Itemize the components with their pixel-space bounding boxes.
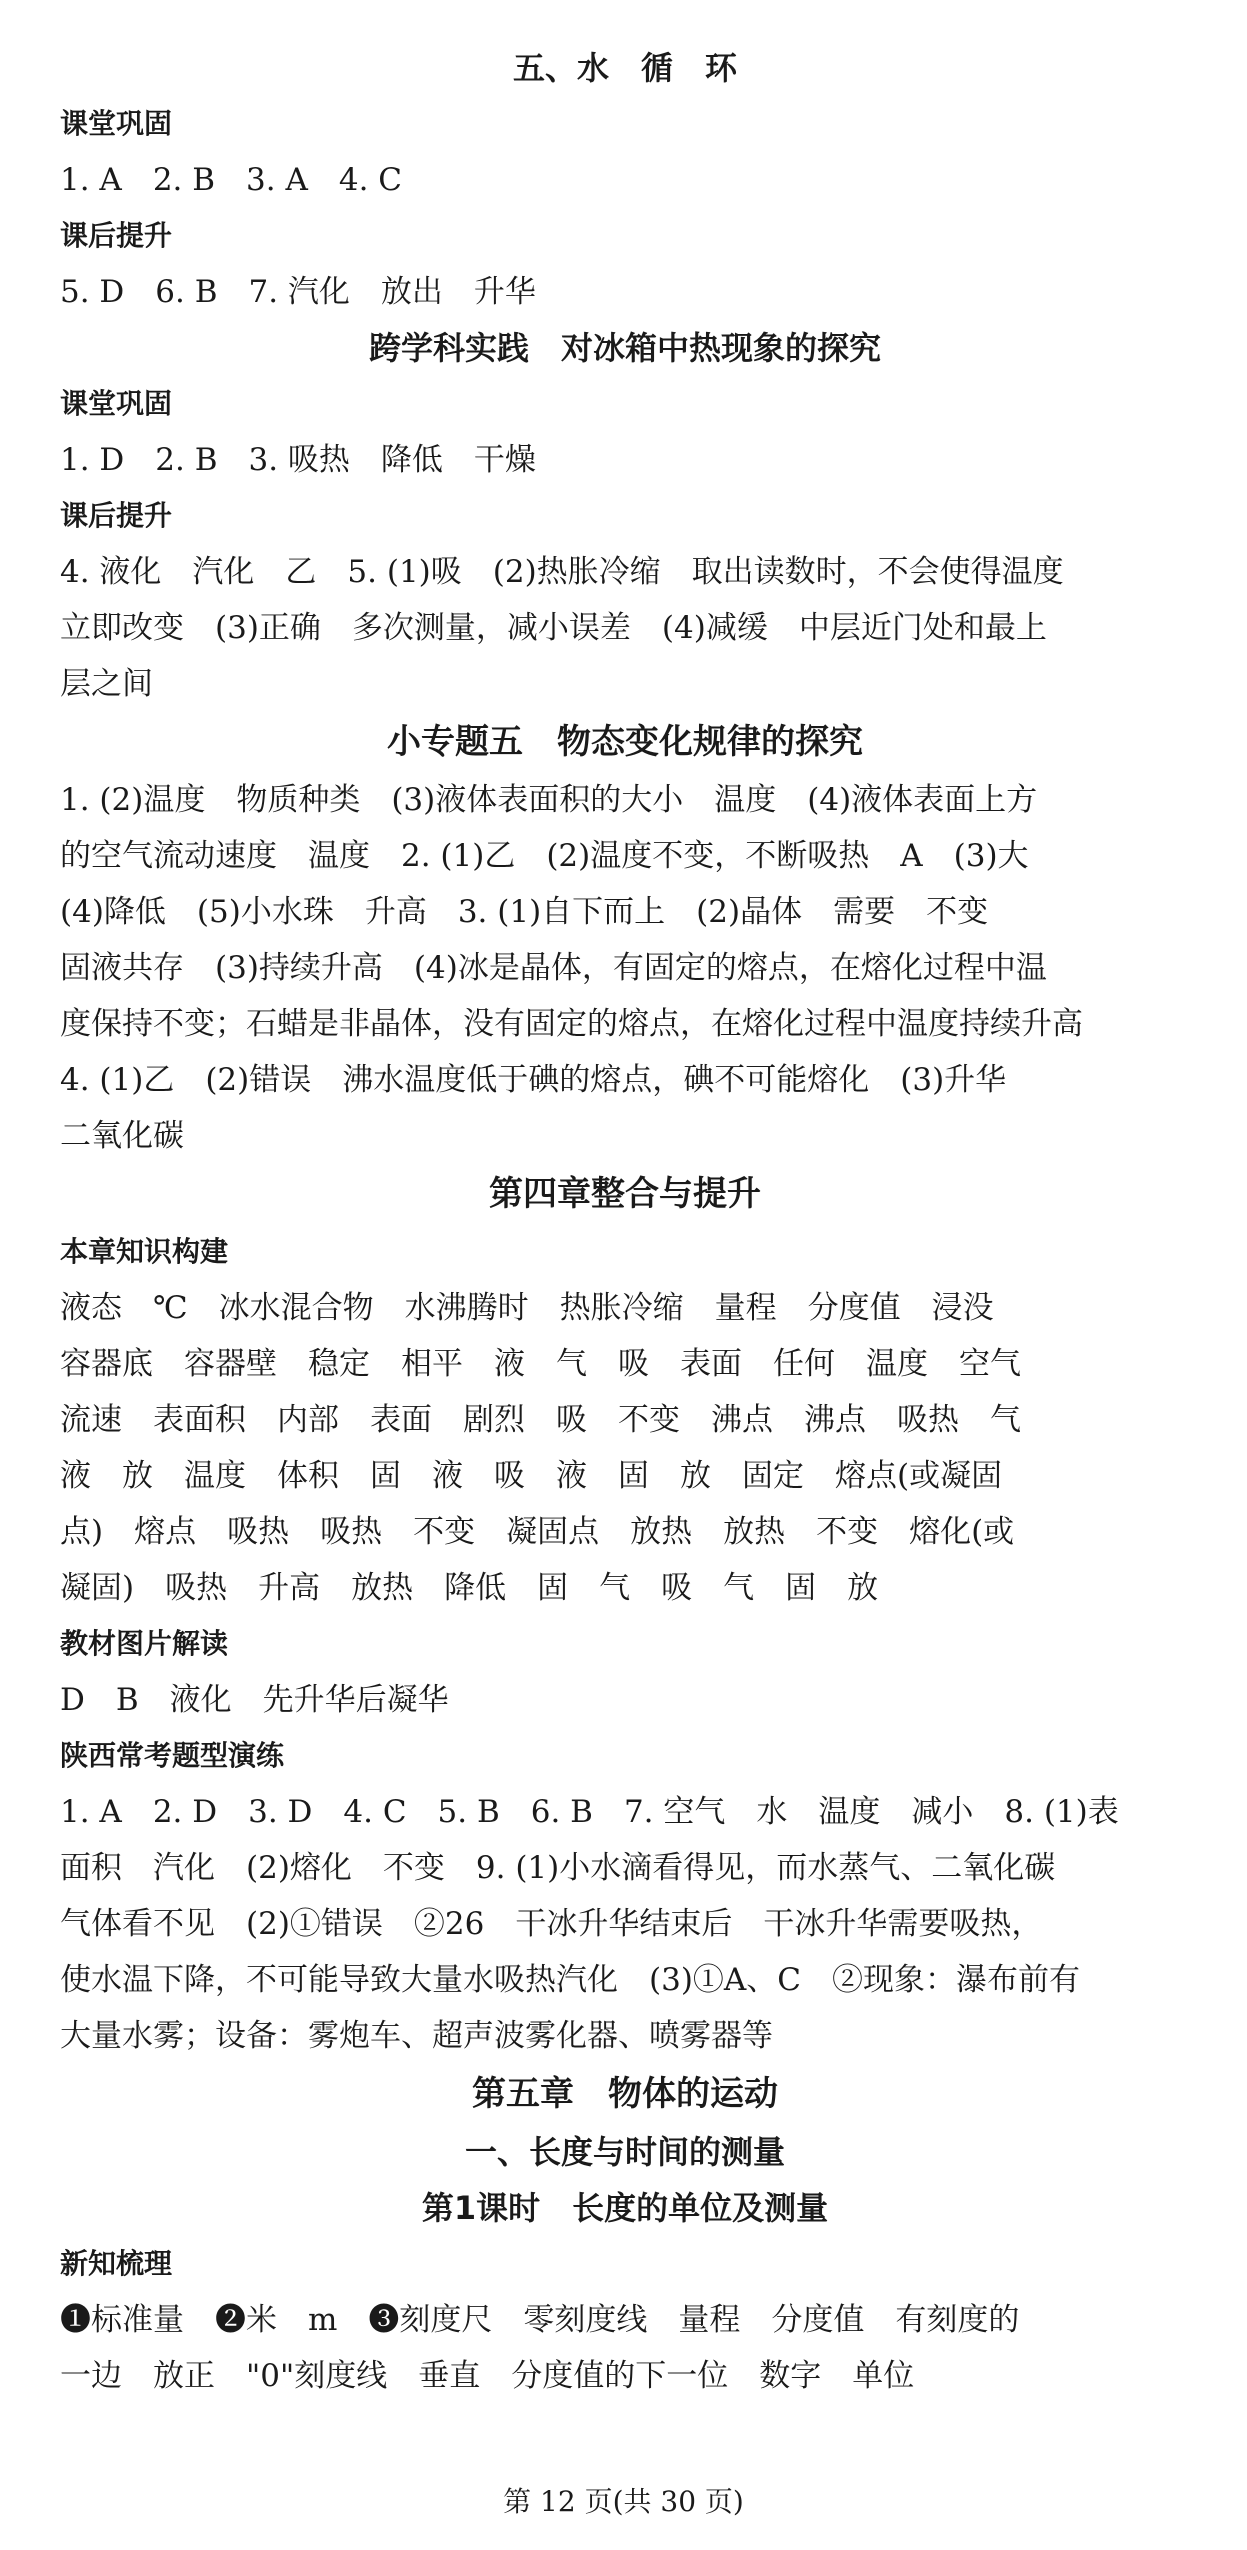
chapter-heading: 小专题五 物态变化规律的探究 <box>387 722 863 762</box>
subsection-label: 课堂巩固 <box>60 387 173 420</box>
answer-line: 点) 熔点 吸热 吸热 不变 凝固点 放热 放热 不变 熔化(或 <box>60 1514 1015 1550</box>
subsection-label: 课后提升 <box>60 499 173 532</box>
subsection-label: 课堂巩固 <box>60 107 173 140</box>
answer-line: 4. 液化 汽化 乙 5. (1)吸 (2)热胀冷缩 取出读数时，不会使得温度 <box>60 554 1064 590</box>
answer-line: 气体看不见 (2)①错误 ②26 干冰升华结束后 干冰升华需要吸热， <box>60 1906 1043 1942</box>
subsection-label: 本章知识构建 <box>60 1235 229 1268</box>
answer-line: 1. A 2. D 3. D 4. C 5. B 6. B 7. 空气 水 温度 减小 8. (1)表 <box>60 1794 1119 1830</box>
answer-line: 流速 表面积 内部 表面 剧烈 吸 不变 沸点 沸点 吸热 气 <box>60 1402 1021 1438</box>
page-footer: 第 12 页(共 30 页) <box>503 2485 744 2518</box>
chapter-heading: 第四章整合与提升 <box>489 1174 761 1214</box>
answer-line: 4. (1)乙 (2)错误 沸水温度低于碘的熔点，碘不可能熔化 (3)升华 <box>60 1062 1007 1098</box>
answer-line: 面积 汽化 (2)熔化 不变 9. (1)小水滴看得见，而水蒸气、二氧化碳 <box>60 1850 1056 1886</box>
answer-line: ❶标准量 ❷米 m ❸刻度尺 零刻度线 量程 分度值 有刻度的 <box>60 2302 1020 2338</box>
answer-line: 5. D 6. B 7. 汽化 放出 升华 <box>60 274 536 310</box>
section-heading: 五、水 循 环 <box>512 49 737 87</box>
section-heading: 跨学科实践 对冰箱中热现象的探究 <box>368 329 881 367</box>
answer-line: 1. A 2. B 3. A 4. C <box>60 162 402 198</box>
subsection-label: 陕西常考题型演练 <box>60 1739 285 1772</box>
answer-line: 1. (2)温度 物质种类 (3)液体表面积的大小 温度 (4)液体表面上方 <box>60 782 1038 818</box>
answer-line: 层之间 <box>60 666 153 702</box>
answer-line: 固液共存 (3)持续升高 (4)冰是晶体，有固定的熔点，在熔化过程中温 <box>60 950 1047 986</box>
answer-line: 凝固) 吸热 升高 放热 降低 固 气 吸 气 固 放 <box>60 1570 879 1606</box>
answer-line: 立即改变 (3)正确 多次测量，减小误差 (4)减缓 中层近门处和最上 <box>60 610 1047 646</box>
answer-line: 液 放 温度 体积 固 液 吸 液 固 放 固定 熔点(或凝固 <box>60 1458 1003 1494</box>
subsection-label: 教材图片解读 <box>60 1627 229 1660</box>
answer-line: 1. D 2. B 3. 吸热 降低 干燥 <box>60 442 536 478</box>
subsection-label: 新知梳理 <box>60 2247 173 2280</box>
answer-line: 容器底 容器壁 稳定 相平 液 气 吸 表面 任何 温度 空气 <box>60 1346 1021 1382</box>
answer-line: 度保持不变；石蜡是非晶体，没有固定的熔点，在熔化过程中温度持续升高 <box>60 1006 1083 1042</box>
answer-line: 二氧化碳 <box>60 1118 184 1154</box>
answer-line: D B 液化 先升华后凝华 <box>60 1682 449 1718</box>
answer-line: 大量水雾；设备：雾炮车、超声波雾化器、喷雾器等 <box>60 2018 773 2054</box>
answer-line: 的空气流动速度 温度 2. (1)乙 (2)温度不变，不断吸热 A (3)大 <box>60 838 1029 874</box>
page-content <box>60 40 1190 2404</box>
answer-line: 液态 ℃ 冰水混合物 水沸腾时 热胀冷缩 量程 分度值 浸没 <box>60 1290 994 1326</box>
chapter-heading: 第五章 物体的运动 <box>472 2074 778 2114</box>
answer-line: (4)降低 (5)小水珠 升高 3. (1)自下而上 (2)晶体 需要 不变 <box>60 894 989 930</box>
answer-line: 一边 放正 "0"刻度线 垂直 分度值的下一位 数字 单位 <box>60 2358 915 2394</box>
section-heading: 第1课时 长度的单位及测量 <box>421 2189 829 2227</box>
section-heading: 一、长度与时间的测量 <box>464 2133 785 2171</box>
subsection-label: 课后提升 <box>60 219 173 252</box>
answer-line: 使水温下降，不可能导致大量水吸热汽化 (3)①A、C ②现象：瀑布前有 <box>60 1962 1081 1998</box>
